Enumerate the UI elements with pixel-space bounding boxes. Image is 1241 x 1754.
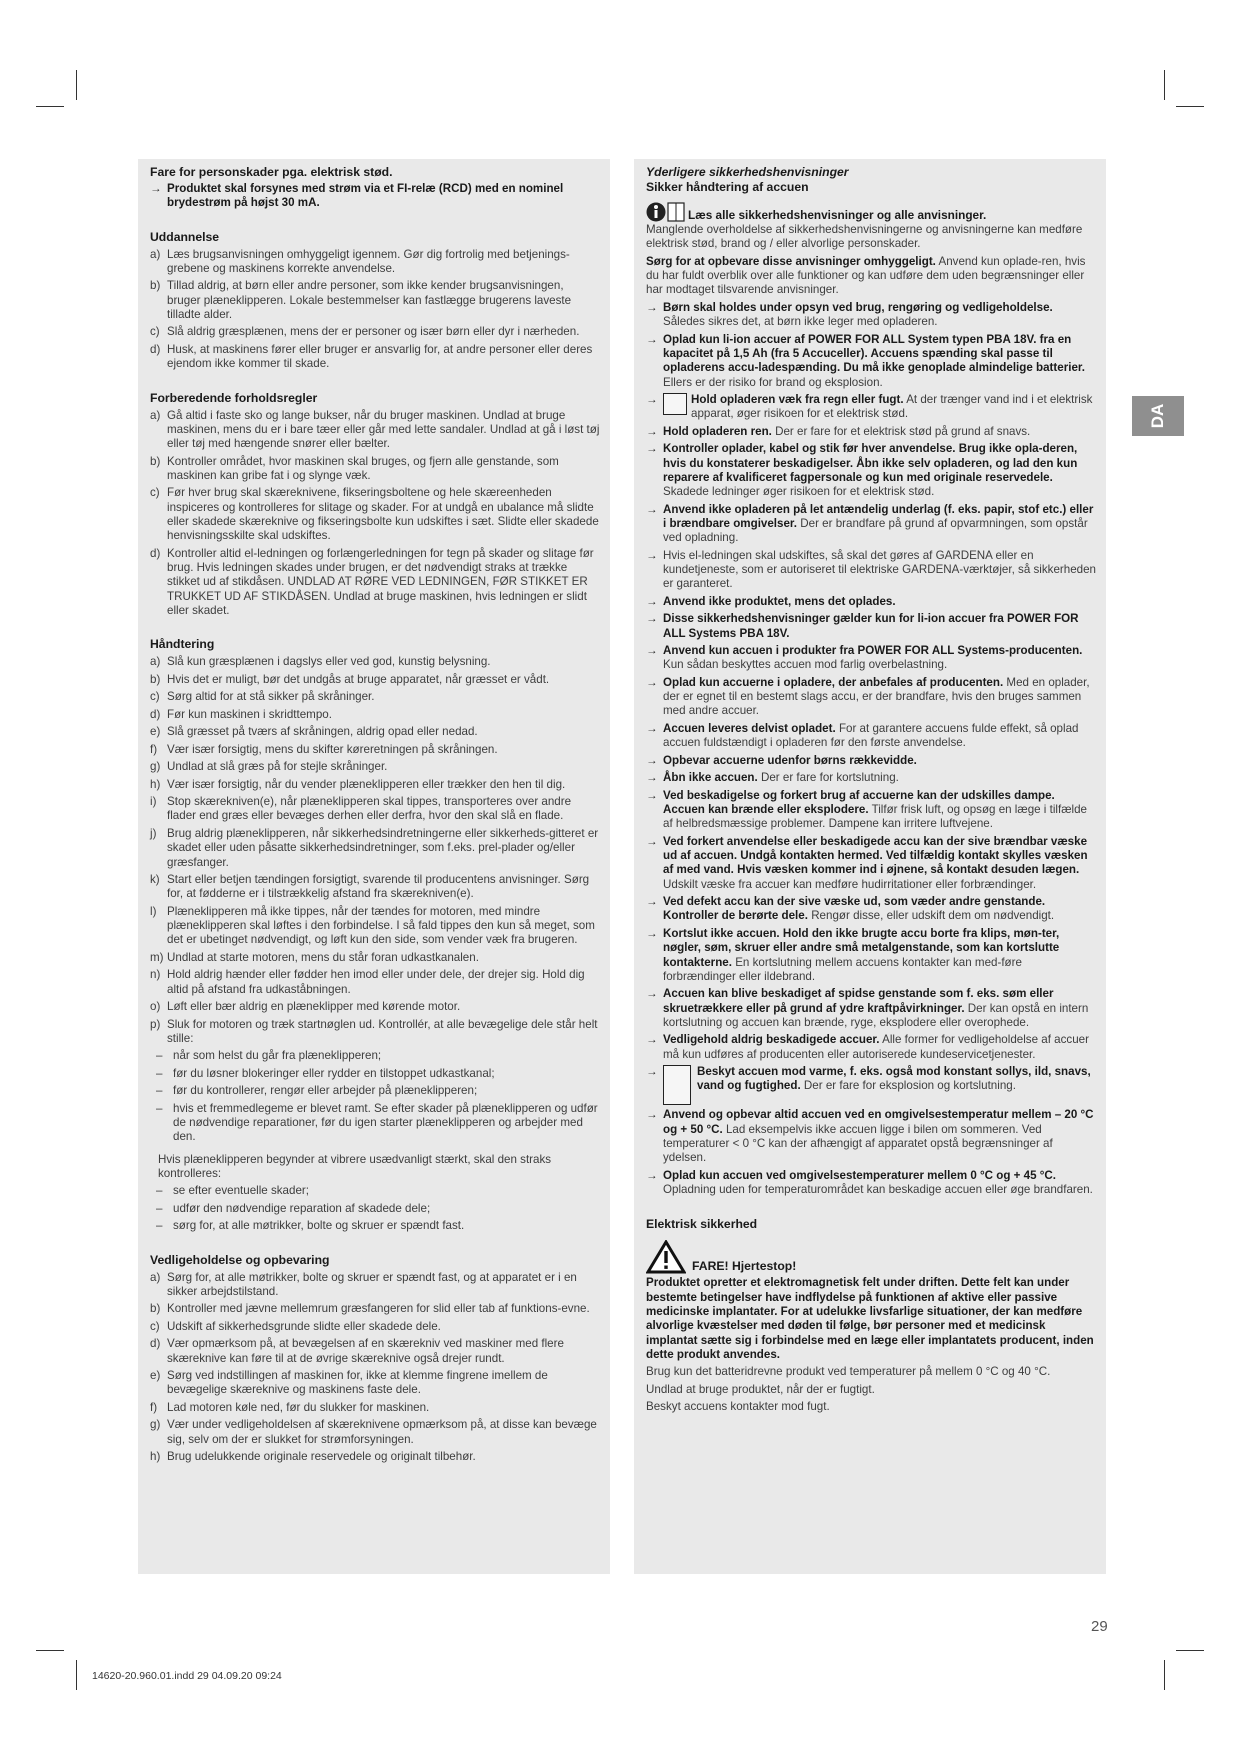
arrow-text bbox=[663, 754, 1096, 768]
item-letter: b) bbox=[150, 672, 161, 686]
arrow-text bbox=[663, 301, 1096, 330]
read-text: Manglende overholdelse af sikkerhedshenvisningerne og anvisningerne kan medføre elektrisk stød, brand og / eller alvorlige personskader. bbox=[646, 223, 1083, 251]
list-item bbox=[150, 708, 600, 722]
arrow-plain-text: Alle former for vedligeholdelse af accuer må kun udføres af producenten eller autoriserede kundeservicetjenester. bbox=[663, 1033, 1089, 1061]
item-text: Løft eller bær aldrig en plæneklipper med kørende motor. bbox=[167, 1000, 461, 1014]
item-letter: b) bbox=[150, 1302, 161, 1316]
read-instructions: Læs alle sikkerhedshenvisninger og alle anvisninger. bbox=[646, 201, 1096, 223]
item-letter: a) bbox=[150, 655, 161, 669]
arrow-item bbox=[646, 835, 1096, 892]
arrow-bold-text: Anvend ikke opladeren på let antændelig underlag (f. eks. papir, stof etc.) eller i brændbare omgivelser. bbox=[663, 502, 1094, 530]
item-letter: n) bbox=[150, 968, 161, 982]
arrow-plain-text: Således sikres det, at børn ikke leger med opladeren. bbox=[663, 315, 938, 329]
dash-text: før du løsner blokeringer eller rydder en tilstoppet udkastkanal; bbox=[173, 1066, 495, 1080]
page-number: 29 bbox=[1091, 1618, 1108, 1635]
item-letter: l) bbox=[150, 904, 157, 918]
arrow-item bbox=[646, 1169, 1096, 1198]
crop-mark bbox=[1176, 1650, 1204, 1651]
heat-icon bbox=[663, 1065, 691, 1105]
arrow-text bbox=[663, 393, 1096, 422]
arrow-text bbox=[663, 927, 1096, 984]
end-line: Brug kun det batteridrevne produkt ved temperaturer på mellem 0 °C og 40 °C. bbox=[646, 1365, 1051, 1379]
arrow-bold-text: Anvend ikke produktet, mens det oplades. bbox=[663, 594, 896, 608]
item-text: Kontroller med jævne mellemrum græsfangeren for slid eller tab af funktions-evne. bbox=[167, 1302, 590, 1316]
arrow-plain-text: Skadede ledninger øger risikoen for et elektrisk stød. bbox=[663, 485, 935, 499]
list-item bbox=[150, 827, 600, 870]
item-text: Lad motoren køle ned, før du slukker for maskinen. bbox=[167, 1400, 430, 1414]
arrow-bold-text: Hold opladeren væk fra regn eller fugt. bbox=[691, 393, 904, 407]
dash-marker: – bbox=[156, 1066, 163, 1080]
crop-mark bbox=[36, 1650, 64, 1651]
arrow-plain-text: Tilfør frisk luft, og opsøg en læge i tilfælde af helbredsmæssige problemer. Dampene kan irritere luftvejene. bbox=[663, 802, 1087, 831]
arrow-icon: → bbox=[646, 771, 658, 785]
arrow-plain-text: Der er fare for kortslutning. bbox=[760, 771, 899, 785]
dash-marker: – bbox=[156, 1049, 163, 1063]
arrow-text bbox=[663, 789, 1096, 832]
keep-instructions: Sørg for at opbevare disse anvisninger omhyggeligt. Anvend kun oplade-ren, hvis du har fuldt overblik over alle funktioner og kan udføre dem uden begrænsninger eller har modtaget tilsvarende anvisninger. bbox=[646, 254, 1086, 297]
arrow-icon: → bbox=[646, 300, 658, 314]
list-item bbox=[150, 951, 600, 965]
dash-item bbox=[156, 1184, 600, 1198]
arrow-bold-text: Opbevar accuerne udenfor børns rækkevidde. bbox=[663, 753, 917, 767]
item-letter: f) bbox=[150, 1400, 158, 1414]
danger-block: FARE! Hjertestop! bbox=[646, 1240, 1096, 1274]
arrow-plain-text: Kun sådan beskyttes accuen mod farlig overbelastning. bbox=[663, 658, 948, 672]
item-letter: c) bbox=[150, 690, 160, 704]
arrow-item bbox=[646, 549, 1096, 592]
arrow-item bbox=[646, 987, 1096, 1030]
item-text: Tillad aldrig, at børn eller andre personer, som ikke kender brugsanvisningen, bruger plæneklipperen. Lokale bestemmelser kan fastlægge brugerens laveste tilladte alder. bbox=[167, 279, 572, 321]
read-manual-icon bbox=[646, 201, 686, 223]
arrow-plain-text: Opladning uden for temperaturområdet kan beskadige accuen eller øge brandfaren. bbox=[663, 1183, 1093, 1197]
list-item bbox=[150, 547, 600, 618]
electrical-safety-title: Elektrisk sikkerhed bbox=[646, 1217, 758, 1232]
item-text: Vær især forsigtig, mens du skifter køreretningen på skråningen. bbox=[167, 742, 498, 756]
section-title: Vedligeholdelse og opbevaring bbox=[150, 1252, 330, 1267]
arrow-plain-text: Udskilt væske fra accuer kan medføre hudirritationer eller forbrændinger. bbox=[663, 877, 1037, 891]
arrow-text bbox=[663, 644, 1096, 673]
item-letter: a) bbox=[150, 247, 161, 261]
list-item bbox=[150, 1369, 600, 1398]
item-letter: j) bbox=[150, 826, 157, 840]
right-subheading: Sikker håndtering af accuen bbox=[646, 180, 809, 194]
arrow-item bbox=[646, 425, 1096, 439]
arrow-plain-text: Der kan opstå en intern kortslutning og accuen kan brænde, ryge, eksplodere eller overophede. bbox=[663, 1001, 1089, 1029]
list-item bbox=[150, 725, 600, 739]
dash-item bbox=[156, 1202, 600, 1216]
item-letter: c) bbox=[150, 325, 160, 339]
item-text: Undlad at starte motoren, mens du står foran udkastkanalen. bbox=[167, 950, 479, 964]
list-item bbox=[150, 1450, 600, 1464]
arrow-bold-text: Accuen kan blive beskadiget af spidse genstande som f. eks. søm eller skruetrækkere eller på grund af ydre kraftpåvirkninger. bbox=[663, 987, 1054, 1015]
arrow-plain-text: Ellers er der risiko for brand og eksplosion. bbox=[663, 375, 883, 389]
item-letter: a) bbox=[150, 408, 161, 422]
list-item bbox=[150, 1000, 600, 1014]
item-letter: f) bbox=[150, 742, 158, 756]
arrow-bold-text: Oplad kun li-ion accuer af POWER FOR ALL System typen PBA 18V. fra en kapacitet på 1,5 Ah (fra 5 Accuceller). Accuens spænding skal passe til opladerens accu-ladespænding. Du må ikke genoplade almindelige batterier. bbox=[663, 332, 1085, 375]
dash-text: se efter eventuelle skader; bbox=[173, 1184, 309, 1198]
arrow-icon: → bbox=[646, 644, 658, 658]
list-item bbox=[150, 1271, 600, 1300]
list-item bbox=[150, 673, 600, 687]
dash-text: hvis et fremmedlegeme er blevet ramt. Se efter skader på plæneklipperen og udfør de nødvendige reparationer, før du igen starter plæneklipperen og arbejder med den. bbox=[173, 1101, 598, 1144]
item-text: Kontroller området, hvor maskinen skal bruges, og fjern alle genstande, som maskinen kan gribe fat i og slynge væk. bbox=[167, 454, 559, 482]
dash-item bbox=[156, 1219, 600, 1233]
arrow-item bbox=[646, 895, 1096, 924]
dash-marker: – bbox=[156, 1184, 163, 1198]
list-item bbox=[150, 279, 600, 322]
dash-marker: – bbox=[156, 1101, 163, 1115]
arrow-icon: → bbox=[646, 834, 658, 848]
list-item bbox=[150, 760, 600, 774]
arrow-item bbox=[646, 1108, 1096, 1165]
item-letter: d) bbox=[150, 342, 161, 356]
arrow-bold-text: Åbn ikke accuen. bbox=[663, 771, 758, 785]
item-text: Undlad at slå græs på for stejle skråninger. bbox=[167, 760, 388, 774]
item-letter: d) bbox=[150, 1337, 161, 1351]
item-text: Brug aldrig plæneklipperen, når sikkerhedsindretningerne eller sikkerheds-gitteret er skadet eller uden påsatte sikkerhedsindretninger, som f.eks. prel-plader og/eller græsfanger. bbox=[167, 826, 599, 869]
danger-text: Produktet opretter et elektromagnetisk felt under driften. Dette felt kan under bestemte betingelser have indflydelse på funktionen af aktive eller passive medicinske implantater. For at udelukke livsfarlige situationer, der kan medføre alvorlige kvæstelser med døden til følge, bør personer med et medicinsk implantat sætte sig i forbindelse med en læge eller implantatets producent, inden dette produkt anvendes. bbox=[646, 1276, 1094, 1361]
dash-item bbox=[156, 1084, 600, 1098]
item-text: Slå aldrig græsplænen, mens der er personer og især børn eller dyr i nærheden. bbox=[167, 325, 580, 339]
item-letter: c) bbox=[150, 1319, 160, 1333]
arrow-bold-text: Anvend og opbevar altid accuen ved en omgivelsestemperatur mellem – 20 °C og + 50 °C. bbox=[663, 1108, 1094, 1136]
arrow-bold-text: Kontroller oplader, kabel og stik før hver anvendelse. Brug ikke opla-deren, hvis du konstaterer beskadigelser. Åbn ikke selv opladeren, og lad den kun reparere af kvalificeret fagpersonale og kun med originale reservedele. bbox=[663, 442, 1078, 484]
section-title: Uddannelse bbox=[150, 229, 220, 244]
item-letter: b) bbox=[150, 454, 161, 468]
arrow-bold-text: Ved forkert anvendelse eller beskadigede accu kan der sive brændbar væske ud af accuen. Undgå kontakten hermed. Ved tilfældig kontakt skylles væsken af med vand. Hvis væsken kommer ind i øjnene, så kontakt desuden lægen. bbox=[663, 834, 1088, 877]
arrow-icon: → bbox=[646, 1168, 658, 1182]
item-letter: o) bbox=[150, 1000, 161, 1014]
arrow-text bbox=[663, 1108, 1096, 1165]
list-item bbox=[150, 1418, 600, 1447]
item-text: Stop skærekniven(e), når plæneklipperen skal tippes, transporteres over andre flader end græs eller bevæges derhen eller derfra, hvor den skal slå en flade. bbox=[167, 795, 572, 823]
item-text: Start eller betjen tændingen forsigtigt, svarende til producentens anvisninger. Sørg for, at fødderne er i tilstrækkelig afstand fra skærekniven(e). bbox=[167, 872, 590, 901]
list-item bbox=[150, 873, 600, 902]
item-letter: i) bbox=[150, 795, 157, 809]
arrow-item bbox=[646, 722, 1096, 751]
dash-text: før du kontrollerer, rengør eller arbejder på plæneklipperen; bbox=[173, 1084, 478, 1098]
item-text: Læs brugsanvisningen omhyggeligt igennem. Gør dig fortrolig med betjenings-grebene og maskinens korrekte anvendelse. bbox=[167, 247, 570, 275]
arrow-bold-text: Børn skal holdes under opsyn ved brug, rengøring og vedligeholdelse. bbox=[663, 300, 1053, 314]
right-heading: Yderligere sikkerhedshenvisninger bbox=[646, 165, 849, 179]
arrow-item bbox=[646, 754, 1096, 768]
item-text: Vær under vedligeholdelsen af skæreknivene opmærksom på, at disse kan bevæge sig, selv om der er slukket for strømforsyningen. bbox=[167, 1418, 597, 1446]
list-item bbox=[150, 905, 600, 948]
item-text: Hold aldrig hænder eller fødder hen imod eller under dele, der drejer sig. Hold dig altid på afstand fra udkaståbningen. bbox=[167, 968, 585, 996]
arrow-text bbox=[663, 1169, 1096, 1198]
warning-triangle-icon bbox=[646, 1240, 686, 1274]
item-text: Kontroller altid el-ledningen og forlængerledningen for tegn på skader og slitage før brug. Hvis ledningen skades under brugen, er det nødvendigt straks at trække stikket ud af stikdåsen. UNDLAD AT RØRE VED LEDNINGEN, FØR STIKKET ER TRUKKET UD AF STIKDÅSEN. Undlad at bruge maskinen, hvis ledningen er slidt eller skadet. bbox=[167, 546, 594, 617]
footer-file-info: 14620-20.960.01.indd 29 04.09.20 09:24 bbox=[92, 1670, 282, 1682]
dash-item bbox=[156, 1049, 600, 1063]
arrow-item bbox=[646, 927, 1096, 984]
list-item bbox=[150, 743, 600, 757]
item-text: Sørg ved indstillingen af maskinen for, ikke at klemme fingrene imellem de bevægelige skæreknive og maskinens faste dele. bbox=[167, 1369, 548, 1397]
list-item bbox=[150, 690, 600, 704]
item-text: Vær især forsigtig, når du vender plæneklipperen eller trækker den hen til dig. bbox=[167, 777, 566, 791]
arrow-plain-text: At der trænger vand ind i et elektrisk apparat, øger risikoen for et elektrisk stød. bbox=[691, 393, 1093, 421]
arrow-item bbox=[646, 503, 1096, 546]
arrow-bold-text: Vedligehold aldrig beskadigede accuer. bbox=[663, 1033, 880, 1047]
item-text: Slå kun græsplænen i dagslys eller ved god, kunstig belysning. bbox=[167, 655, 491, 669]
item-letter: e) bbox=[150, 1369, 161, 1383]
dash-text: udfør den nødvendige reparation af skadede dele; bbox=[173, 1201, 431, 1215]
arrow-bold-text: Hold opladeren ren. bbox=[663, 424, 772, 438]
crop-mark bbox=[76, 70, 77, 100]
arrow-plain-text: Der er brandfare på grund af opvarmningen, som opstår ved opladning. bbox=[663, 516, 1088, 545]
arrow-plain-text: Rengør disse, eller udskift dem om nødvendigt. bbox=[811, 909, 1055, 923]
arrow-icon: → bbox=[646, 332, 658, 346]
item-letter: h) bbox=[150, 777, 161, 791]
arrow-item bbox=[646, 789, 1096, 832]
intro-arrow-item: → Produktet skal forsynes med strøm via et FI-relæ (RCD) med en nominel brydestrøm på højst 30 mA. bbox=[150, 182, 564, 210]
list-item bbox=[150, 1320, 600, 1334]
item-letter: c) bbox=[150, 486, 160, 500]
arrow-bold-text: Beskyt accuen mod varme, f. eks. også mod konstant sollys, ild, snavs, vand og fugtighed. bbox=[697, 1065, 1091, 1093]
crop-mark bbox=[76, 1660, 77, 1690]
arrow-item bbox=[646, 612, 1096, 641]
arrow-plain-text: Hvis el-ledningen skal udskiftes, så skal det gøres af GARDENA eller en kundetjeneste, som er autoriseret til elektriske GARDENA-værktøjer, så sikkerheden er garanteret. bbox=[663, 548, 1096, 591]
arrow-icon: → bbox=[646, 594, 658, 608]
dash-marker: – bbox=[156, 1219, 163, 1233]
arrow-bold-text: Oplad kun accuerne i opladere, der anbefales af producenten. bbox=[663, 675, 1004, 689]
arrow-plain-text: Der er fare for et elektrisk stød på grund af snavs. bbox=[775, 424, 1031, 438]
item-letter: m) bbox=[150, 950, 164, 964]
arrow-icon: → bbox=[646, 895, 658, 909]
item-letter: d) bbox=[150, 546, 161, 560]
arrow-text bbox=[663, 425, 1096, 439]
house-icon bbox=[663, 393, 687, 415]
arrow-item bbox=[646, 301, 1096, 330]
list-item bbox=[150, 778, 600, 792]
section-title: Håndtering bbox=[150, 637, 215, 652]
arrow-item bbox=[646, 644, 1096, 673]
arrow-text bbox=[663, 333, 1096, 390]
crop-mark bbox=[36, 106, 64, 107]
arrow-bold-text: Ved defekt accu kan der sive væske ud, som væder andre genstande. Kontroller de berørte dele. bbox=[663, 895, 1046, 923]
item-letter: g) bbox=[150, 760, 161, 774]
arrow-text bbox=[663, 676, 1096, 719]
item-letter: h) bbox=[150, 1450, 161, 1464]
arrow-text bbox=[663, 771, 1096, 785]
arrow-bold-text: Anvend kun accuen i produkter fra POWER FOR ALL Systems-producenten. bbox=[663, 644, 1083, 658]
dash-text: når som helst du går fra plæneklipperen; bbox=[173, 1049, 382, 1063]
dash-text: sørg for, at alle møtrikker, bolte og skruer er spændt fast. bbox=[173, 1219, 465, 1233]
item-text: Slå græsset på tværs af skråningen, aldrig opad eller nedad. bbox=[167, 725, 478, 739]
arrow-plain-text: Lad eksempelvis ikke accuen ligge i bilen om sommeren. Ved temperaturer < 0 °C kan der afhængigt af apparatet opstå begrænsninger af ydelsen. bbox=[663, 1122, 1053, 1165]
arrow-text bbox=[663, 442, 1096, 499]
arrow-text bbox=[663, 549, 1096, 592]
item-text: Brug udelukkende originale reservedele og originalt tilbehør. bbox=[167, 1450, 476, 1464]
arrow-icon: → bbox=[646, 788, 658, 802]
right-column bbox=[634, 159, 1106, 1574]
arrow-text bbox=[663, 612, 1096, 641]
left-column bbox=[138, 159, 610, 1574]
item-text: Vær opmærksom på, at bevægelsen af en skærekniv ved maskiner med flere skæreknive kan føre til at de øvrige skæreknive også drejer rundt. bbox=[167, 1337, 564, 1365]
arrow-item bbox=[646, 771, 1096, 785]
arrow-item bbox=[646, 393, 1096, 422]
dash-marker: – bbox=[156, 1201, 163, 1215]
dash-item bbox=[156, 1067, 600, 1081]
arrow-item bbox=[646, 1065, 1096, 1105]
item-letter: g) bbox=[150, 1418, 161, 1432]
end-lines bbox=[646, 1365, 1096, 1414]
arrow-icon: → bbox=[646, 675, 658, 689]
arrow-plain-text: For at garantere accuens fulde effekt, så oplad accuen fuldstændigt i opladeren før den første anvendelse. bbox=[663, 721, 1079, 750]
item-text: Sluk for motoren og træk startnøglen ud. Kontrollér, at alle bevægelige dele står helt stille: bbox=[167, 1017, 598, 1045]
item-letter: d) bbox=[150, 707, 161, 721]
list-item bbox=[150, 455, 600, 484]
arrow-icon: → bbox=[646, 424, 658, 438]
arrow-text bbox=[663, 895, 1096, 924]
arrow-icon: → bbox=[646, 502, 658, 516]
arrow-icon: → bbox=[646, 612, 658, 626]
arrow-icon: → bbox=[646, 753, 658, 767]
arrow-text bbox=[663, 722, 1096, 751]
crop-mark bbox=[1164, 70, 1165, 100]
arrow-item bbox=[646, 442, 1096, 499]
arrow-icon: → bbox=[646, 926, 658, 940]
item-text: Sørg for, at alle møtrikker, bolte og skruer er spændt fast, og at apparatet er i en sikker arbejdstilstand. bbox=[167, 1270, 577, 1298]
arrow-plain-text: Der er fare for eksplosion og kortslutning. bbox=[803, 1079, 1016, 1093]
arrow-text bbox=[663, 1065, 1096, 1105]
list-item bbox=[150, 409, 600, 452]
dash-marker: – bbox=[156, 1084, 163, 1098]
end-line: Beskyt accuens kontakter mod fugt. bbox=[646, 1400, 830, 1414]
intro-title: Fare for personskader pga. elektrisk stød. bbox=[150, 165, 393, 179]
arrow-plain-text: Med en oplader, der er egnet til en bestemt slags accu, er der brandfare, hvis den bruges sammen med andre accuer. bbox=[663, 675, 1090, 718]
list-item bbox=[150, 968, 600, 997]
item-letter: a) bbox=[150, 1270, 161, 1284]
arrow-text bbox=[663, 835, 1096, 892]
arrow-bold-text: Disse sikkerhedshenvisninger gælder kun for li-ion accuer fra POWER FOR ALL Systems PBA 18V. bbox=[663, 612, 1079, 640]
item-letter: b) bbox=[150, 279, 161, 293]
arrow-icon: → bbox=[646, 1065, 658, 1079]
arrow-icon: → bbox=[646, 1033, 658, 1047]
arrow-plain-text: En kortslutning mellem accuens kontakter kan med-føre forbrændinger eller ildebrand. bbox=[663, 955, 1022, 983]
list-item bbox=[150, 655, 600, 669]
list-item bbox=[150, 1302, 600, 1316]
item-text: Sørg altid for at stå sikker på skråninger. bbox=[167, 690, 375, 704]
vibration-note: Hvis plæneklipperen begynder at vibrere usædvanligt stærkt, skal den straks kontrolleres: bbox=[158, 1152, 552, 1181]
item-text: Gå altid i faste sko og lange bukser, når du bruger maskinen. Undlad at bruge maskinen, mens du er i bare tæer eller går med lette sandaler. Undlad at gå i løst tøj eller tøj med hængende snører eller bælter. bbox=[167, 408, 600, 451]
crop-mark bbox=[1176, 106, 1204, 107]
arrow-icon: → bbox=[646, 1108, 658, 1122]
arrow-icon: → bbox=[646, 393, 658, 407]
item-text: Hvis det er muligt, bør det undgås at bruge apparatet, når græsset er vådt. bbox=[167, 672, 550, 686]
arrow-icon: → bbox=[646, 721, 658, 735]
end-line: Undlad at bruge produktet, når der er fugtigt. bbox=[646, 1382, 875, 1396]
arrow-bold-text: Oplad kun accuen ved omgivelsestemperaturer mellem 0 °C og + 45 °C. bbox=[663, 1168, 1056, 1182]
arrow-text bbox=[663, 503, 1096, 546]
list-item bbox=[150, 248, 600, 277]
list-item bbox=[150, 1018, 600, 1047]
crop-mark bbox=[1164, 1660, 1165, 1690]
item-text: Før hver brug skal skæreknivene, fikseringsboltene og hele skæreenheden inspiceres og kontrolleres for slitage og skader. For at undgå en ubalance må slidte eller skadede skæreknive og fikseringsbolte kun udskiftes i sæt. Slidte eller skadede henvisningsskilte skal udskiftes. bbox=[167, 486, 599, 543]
arrow-icon: → bbox=[646, 548, 658, 562]
item-letter: k) bbox=[150, 872, 160, 886]
arrow-text bbox=[663, 1033, 1096, 1062]
list-item bbox=[150, 325, 600, 339]
arrow-icon: → bbox=[646, 987, 658, 1001]
list-item bbox=[150, 1401, 600, 1415]
item-letter: e) bbox=[150, 725, 161, 739]
arrow-item bbox=[646, 595, 1096, 609]
section-title: Forberedende forholdsregler bbox=[150, 390, 318, 405]
list-item bbox=[150, 1337, 600, 1366]
item-text: Udskift af sikkerhedsgrunde slidte eller skadede dele. bbox=[167, 1319, 441, 1333]
left-sections bbox=[150, 230, 600, 1465]
arrow-item bbox=[646, 333, 1096, 390]
list-item bbox=[150, 795, 600, 824]
dash-item bbox=[156, 1102, 600, 1145]
arrow-item bbox=[646, 1033, 1096, 1062]
arrow-text bbox=[663, 987, 1096, 1030]
arrow-bold-text: Ved beskadigelse og forkert brug af accuerne kan der udskilles dampe. Accuen kan brænde eller eksplodere. bbox=[663, 788, 1055, 816]
list-item bbox=[150, 486, 600, 543]
arrow-text bbox=[663, 595, 1096, 609]
language-tab: DA bbox=[1132, 396, 1184, 436]
arrow-bold-text: Accuen leveres delvist opladet. bbox=[663, 721, 836, 735]
arrow-item bbox=[646, 676, 1096, 719]
right-arrow-list bbox=[646, 301, 1096, 1197]
item-text: Plæneklipperen må ikke tippes, når der tændes for motoren, med mindre plæneklipperen skal løftes i den forbindelse. I så fald tippes den kun så meget, som det er ubetinget nødvendigt, og løft kun den side, som vender væk fra brugeren. bbox=[167, 904, 595, 947]
arrow-icon: → bbox=[150, 182, 162, 195]
list-item bbox=[150, 343, 600, 372]
item-text: Før kun maskinen i skridttempo. bbox=[167, 707, 332, 721]
arrow-bold-text: Kortslut ikke accuen. Hold den ikke brugte accu borte fra klips, møn-ter, nøgler, søm, skruer eller andre små metalgenstande, som kan kortslutte kontakterne. bbox=[663, 926, 1060, 969]
arrow-icon: → bbox=[646, 442, 658, 456]
item-letter: p) bbox=[150, 1017, 161, 1031]
item-text: Husk, at maskinens fører eller bruger er ansvarlig for, at andre personer eller deres ejendom ikke kommer til skade. bbox=[167, 342, 593, 371]
